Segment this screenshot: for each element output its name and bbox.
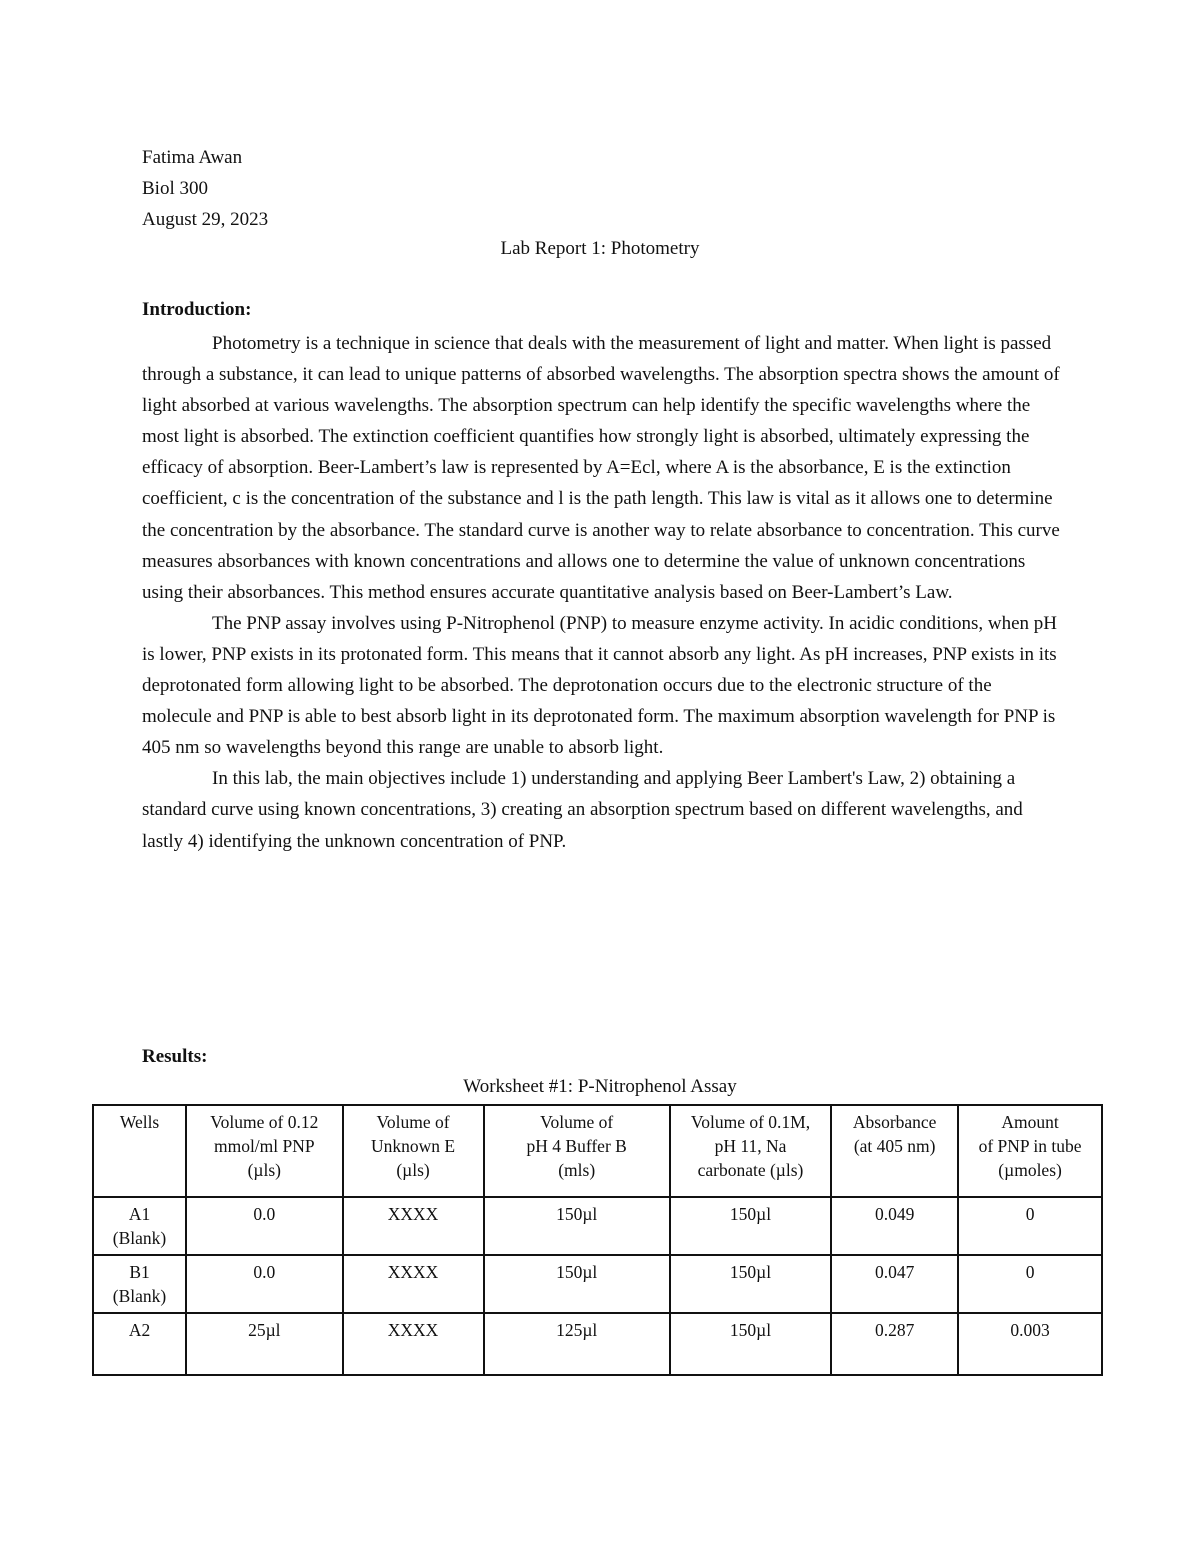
introduction-heading: Introduction: — [142, 299, 252, 320]
cell-carbonate: 150µl — [670, 1197, 831, 1255]
col-header-absorbance: Absorbance (at 405 nm) — [831, 1105, 958, 1197]
col-header-pnp-volume: Volume of 0.12 mmol/ml PNP (µls) — [186, 1105, 342, 1197]
table-row — [93, 1197, 1102, 1255]
cell-well: A2 — [93, 1313, 186, 1375]
cell-buffer: 150µl — [484, 1197, 670, 1255]
report-date: August 29, 2023 — [142, 209, 269, 230]
course-name: Biol 300 — [142, 178, 208, 199]
cell-buffer: 125µl — [484, 1313, 670, 1375]
cell-pnp: 25µl — [186, 1313, 342, 1375]
col-header-amount: Amount of PNP in tube (µmoles) — [958, 1105, 1102, 1197]
report-title: Lab Report 1: Photometry — [500, 238, 700, 259]
cell-unknown: XXXX — [343, 1313, 484, 1375]
cell-buffer: 150µl — [484, 1255, 670, 1313]
table-row — [93, 1313, 1102, 1375]
cell-pnp: 0.0 — [186, 1197, 342, 1255]
intro-paragraph-1: Photometry is a technique in science that deals with the measurement of light and matter. When light is passed through a substance, it can lead to unique patterns of absorbed wavelengths. The absorption spectra shows the amount of light absorbed at various wavelengths. The absorption spectrum can help identify the specific wavelengths where the most light is absorbed. The extinction coefficient quantifies how strongly light is absorbed, ultimately expressing the efficacy of absorption. Beer-Lambert’s law is represented by A=Ecl, where A is the absorbance, E is the extinction coefficient, c is the concentration of the substance and l is the path length. This law is vital as it allows one to determine the concentration by the absorbance. The standard curve is another way to relate absorbance to concentration. This curve measures absorbances with known concentrations and allows one to determine the value of unknown concentrations using their absorbances. This method ensures accurate quantitative analysis based on Beer-Lambert’s Law. — [142, 333, 1060, 603]
author-name: Fatima Awan — [142, 147, 243, 168]
cell-amount: 0.003 — [958, 1313, 1102, 1375]
table-row — [93, 1255, 1102, 1313]
worksheet-table — [92, 1104, 1103, 1376]
cell-absorbance: 0.049 — [831, 1197, 958, 1255]
cell-unknown: XXXX — [343, 1197, 484, 1255]
results-heading: Results: — [142, 1046, 208, 1067]
table-caption: Worksheet #1: P-Nitrophenol Assay — [463, 1076, 737, 1097]
cell-well: A1 (Blank) — [93, 1197, 186, 1255]
cell-well: B1 (Blank) — [93, 1255, 186, 1313]
cell-unknown: XXXX — [343, 1255, 484, 1313]
intro-paragraph-3: In this lab, the main objectives include 1) understanding and applying Beer Lambert's Law, 2) obtaining a standard curve using known concentrations, 3) creating an absorption spectrum based on different wavelengths, and lastly 4) identifying the unknown concentration of PNP. — [142, 768, 1023, 852]
intro-paragraph-2: The PNP assay involves using P-Nitrophenol (PNP) to measure enzyme activity. In acidic conditions, when pH is lower, PNP exists in its protonated form. This means that it cannot absorb any light. As pH increases, PNP exists in its deprotonated form allowing light to be absorbed. The deprotonation occurs due to the electronic structure of the molecule and PNP is able to best absorb light in its deprotonated form. The maximum absorption wavelength for PNP is 405 nm so wavelengths beyond this range are unable to absorb light. — [142, 612, 1057, 759]
col-header-buffer-volume: Volume of pH 4 Buffer B (mls) — [484, 1105, 670, 1197]
introduction-body — [142, 328, 1062, 857]
cell-absorbance: 0.287 — [831, 1313, 958, 1375]
col-header-unknown-volume: Volume of Unknown E (µls) — [343, 1105, 484, 1197]
cell-absorbance: 0.047 — [831, 1255, 958, 1313]
col-header-carbonate-volume: Volume of 0.1M, pH 11, Na carbonate (µls) — [670, 1105, 831, 1197]
cell-pnp: 0.0 — [186, 1255, 342, 1313]
cell-amount: 0 — [958, 1197, 1102, 1255]
cell-carbonate: 150µl — [670, 1313, 831, 1375]
col-header-wells: Wells — [93, 1105, 186, 1197]
table-header-row — [93, 1105, 1102, 1197]
cell-carbonate: 150µl — [670, 1255, 831, 1313]
cell-amount: 0 — [958, 1255, 1102, 1313]
